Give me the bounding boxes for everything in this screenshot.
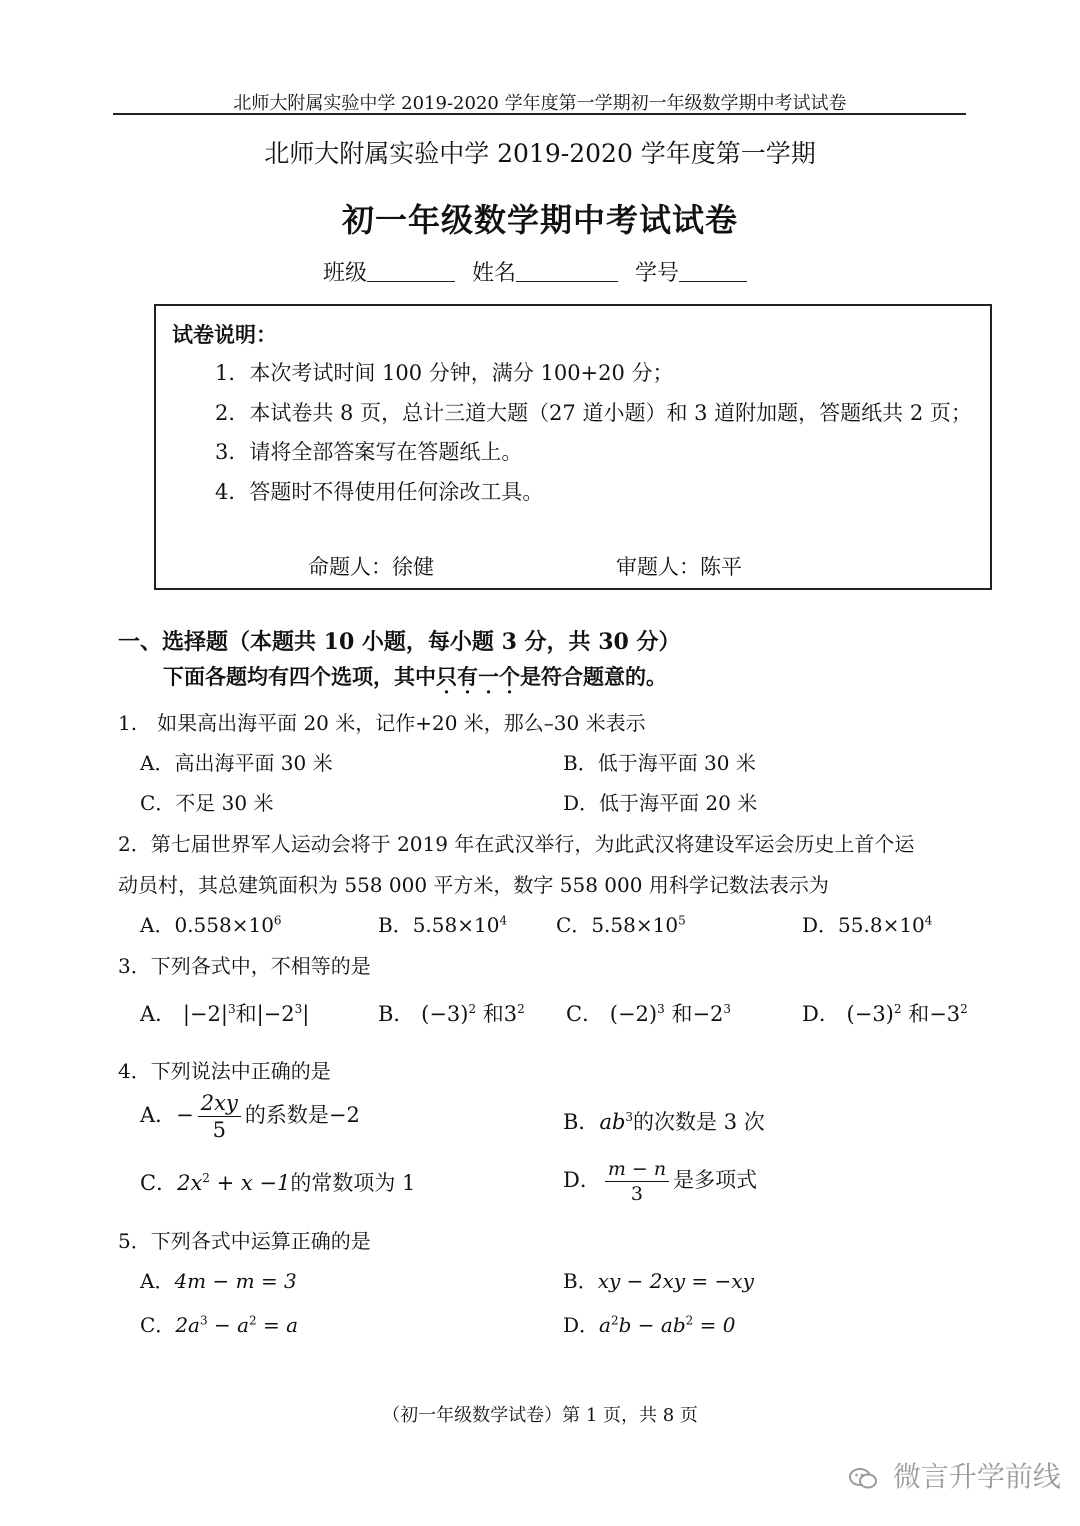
and-word: 和	[235, 1002, 257, 1026]
student-id-blank	[679, 259, 747, 282]
question-5-stem: 5．下列各式中运算正确的是	[118, 1229, 371, 1253]
q4-option-c	[140, 1167, 415, 1197]
option-label: C．	[140, 1313, 176, 1337]
exponent: 3	[625, 1110, 634, 1124]
math-expr: ab	[599, 1110, 626, 1134]
math-expr: b − ab	[618, 1313, 686, 1337]
emphasis-char: 一	[478, 664, 499, 689]
reviewer-line: 审题人：陈平	[616, 555, 742, 579]
and-word: 和	[908, 1002, 930, 1026]
instruction-item: 4．答题时不得使用任何涂改工具。	[215, 480, 544, 504]
emphasis-char: 个	[499, 664, 520, 689]
option-text: 的常数项为 1	[290, 1171, 416, 1195]
emphasis-char: 只	[436, 664, 457, 689]
name-blank	[516, 259, 618, 282]
q2-option-b	[378, 909, 507, 938]
math-expr: 2a	[175, 1313, 200, 1337]
option-label: B．	[563, 1269, 598, 1293]
math-expr: − a	[207, 1313, 250, 1337]
option-label: D．	[802, 1002, 840, 1026]
exponent: 3	[199, 1313, 208, 1328]
q2-option-c	[556, 909, 686, 938]
math-expr: −3	[929, 1002, 961, 1026]
denominator: 5	[212, 1118, 226, 1142]
section-note-post: 是符合题意的。	[520, 664, 667, 689]
exponent: 4	[924, 913, 933, 928]
q4-option-b	[563, 1106, 765, 1136]
exponent: 2	[685, 1313, 694, 1328]
option-label: D．	[563, 1168, 601, 1192]
exponent: 4	[499, 913, 508, 928]
q3-option-a	[140, 998, 309, 1028]
option-text: 的系数是	[244, 1103, 329, 1127]
exponent: 3	[227, 1002, 236, 1016]
exponent: 2	[249, 1313, 257, 1328]
exponent: 3	[723, 1002, 732, 1016]
exponent: 5	[678, 913, 686, 928]
math-expr: −	[176, 1103, 194, 1127]
section-note-pre: 下面各题均有四个选项，其中	[163, 664, 436, 689]
option-label: C．	[566, 1002, 604, 1026]
question-2-stem-line1: 2．第七届世界军人运动会将于 2019 年在武汉举行，为此武汉将建设军运会历史上首个运	[118, 832, 915, 856]
q1-option-c: C．不足 30 米	[140, 791, 274, 815]
name-label: 姓名	[471, 261, 516, 286]
q5-option-c	[140, 1309, 298, 1338]
math-expr: |−2	[256, 1002, 295, 1026]
q5-option-a	[140, 1265, 297, 1294]
option-label: A．	[140, 1002, 177, 1026]
option-value: 0.558×10	[174, 913, 274, 937]
fraction	[198, 1090, 241, 1143]
section-heading: 一、选择题（本题共 10 小题，每小题 3 分，共 30 分）	[118, 629, 681, 655]
class-label: 班级	[322, 261, 367, 286]
author-line: 命题人：徐健	[308, 555, 434, 579]
question-3-stem: 3．下列各式中，不相等的是	[118, 954, 371, 978]
exponent: 2	[610, 1313, 619, 1328]
q1-option-d: D．低于海平面 20 米	[563, 791, 758, 815]
option-value: 5.58×10	[412, 913, 500, 937]
and-word: 和	[671, 1002, 693, 1026]
q3-option-c	[566, 998, 731, 1028]
q2-option-d	[802, 909, 932, 938]
exponent: 2	[517, 1002, 525, 1016]
header-divider	[113, 113, 966, 115]
math-expr: (−3)	[846, 1002, 894, 1026]
option-label: D．	[563, 1313, 600, 1337]
option-label: B．	[378, 1002, 415, 1026]
running-header: 北师大附属实验中学 2019-2020 学年度第一学期初一年级数学期中考试试卷	[233, 93, 847, 114]
math-expr: xy − 2xy = −xy	[597, 1269, 754, 1293]
instruction-item: 3．请将全部答案写在答题纸上。	[215, 440, 523, 464]
question-1-stem: 1. 如果高出海平面 20 米，记作+20 米，那么–30 米表示	[118, 711, 646, 735]
q4-option-d	[563, 1157, 757, 1206]
student-id-label: 学号	[635, 261, 680, 286]
math-expr: 4m − m = 3	[174, 1269, 297, 1293]
math-expr: = a	[256, 1313, 299, 1337]
exponent: 2	[960, 1002, 968, 1016]
math-expr: (−3)	[421, 1002, 469, 1026]
math-expr: |−2|	[182, 1002, 228, 1026]
exponent: 3	[294, 1002, 303, 1016]
school-title: 北师大附属实验中学 2019-2020 学年度第一学期	[264, 139, 816, 168]
option-value: 55.8×10	[838, 913, 925, 937]
section-note	[163, 661, 667, 691]
q2-option-a	[140, 909, 282, 938]
option-label: A．	[140, 913, 175, 937]
exponent: 2	[202, 1171, 210, 1185]
q3-option-b	[378, 998, 525, 1028]
option-label: B．	[378, 913, 413, 937]
denominator: 3	[630, 1183, 644, 1205]
watermark-text: 微言升学前线	[892, 1460, 1061, 1493]
option-label: A．	[140, 1269, 175, 1293]
exponent: 2	[893, 1002, 902, 1016]
option-text: 是多项式	[673, 1168, 758, 1192]
exam-title: 初一年级数学期中考试试卷	[341, 201, 738, 239]
math-expr: a	[599, 1313, 611, 1337]
exponent: 2	[468, 1002, 477, 1016]
emphasis-char: 有	[457, 664, 478, 689]
watermark	[848, 1455, 1061, 1495]
and-word: 和	[482, 1002, 504, 1026]
q5-option-d	[563, 1309, 735, 1338]
option-label: C．	[140, 1171, 178, 1195]
instructions-title: 试卷说明：	[172, 322, 277, 347]
wechat-icon	[848, 1460, 893, 1493]
exponent: 3	[657, 1002, 665, 1016]
page-footer: （初一年级数学试卷）第 1 页，共 8 页	[382, 1405, 698, 1426]
math-expr: (−2)	[609, 1002, 658, 1026]
question-4-stem: 4．下列说法中正确的是	[118, 1059, 331, 1083]
instruction-item: 2．本试卷共 8 页，总计三道大题（27 道小题）和 3 道附加题，答题纸共 2 页；	[215, 401, 972, 425]
q3-option-d	[802, 998, 968, 1028]
class-blank	[367, 259, 455, 282]
q1-option-b: B．低于海平面 30 米	[563, 751, 756, 775]
math-expr: 2x	[177, 1171, 203, 1195]
numerator: 2xy	[198, 1090, 241, 1117]
option-label: A．	[140, 1103, 177, 1127]
math-expr: = 0	[693, 1313, 736, 1337]
math-expr: |	[302, 1002, 310, 1026]
option-text: 的次数是 3 次	[633, 1110, 765, 1134]
math-expr: −2	[692, 1002, 724, 1026]
instruction-item: 1．本次考试时间 100 分钟，满分 100+20 分；	[215, 361, 674, 385]
q5-option-b	[563, 1265, 754, 1294]
fraction	[605, 1157, 669, 1206]
numerator: m − n	[605, 1157, 669, 1182]
student-info-fields	[0, 256, 1080, 287]
option-label: B．	[563, 1110, 600, 1134]
math-expr: −2	[328, 1103, 360, 1127]
math-expr: 3	[503, 1002, 518, 1026]
q4-option-a	[140, 1090, 360, 1143]
option-value: 5.58×10	[591, 913, 679, 937]
question-2-stem-line2: 动员村，其总建筑面积为 558 000 平方米，数字 558 000 用科学记数法表示为	[118, 873, 829, 897]
option-label: C．	[556, 913, 592, 937]
exponent: 6	[273, 913, 282, 928]
q1-option-a: A．高出海平面 30 米	[140, 751, 333, 775]
option-label: D．	[802, 913, 839, 937]
math-expr: + x −1	[209, 1171, 291, 1195]
